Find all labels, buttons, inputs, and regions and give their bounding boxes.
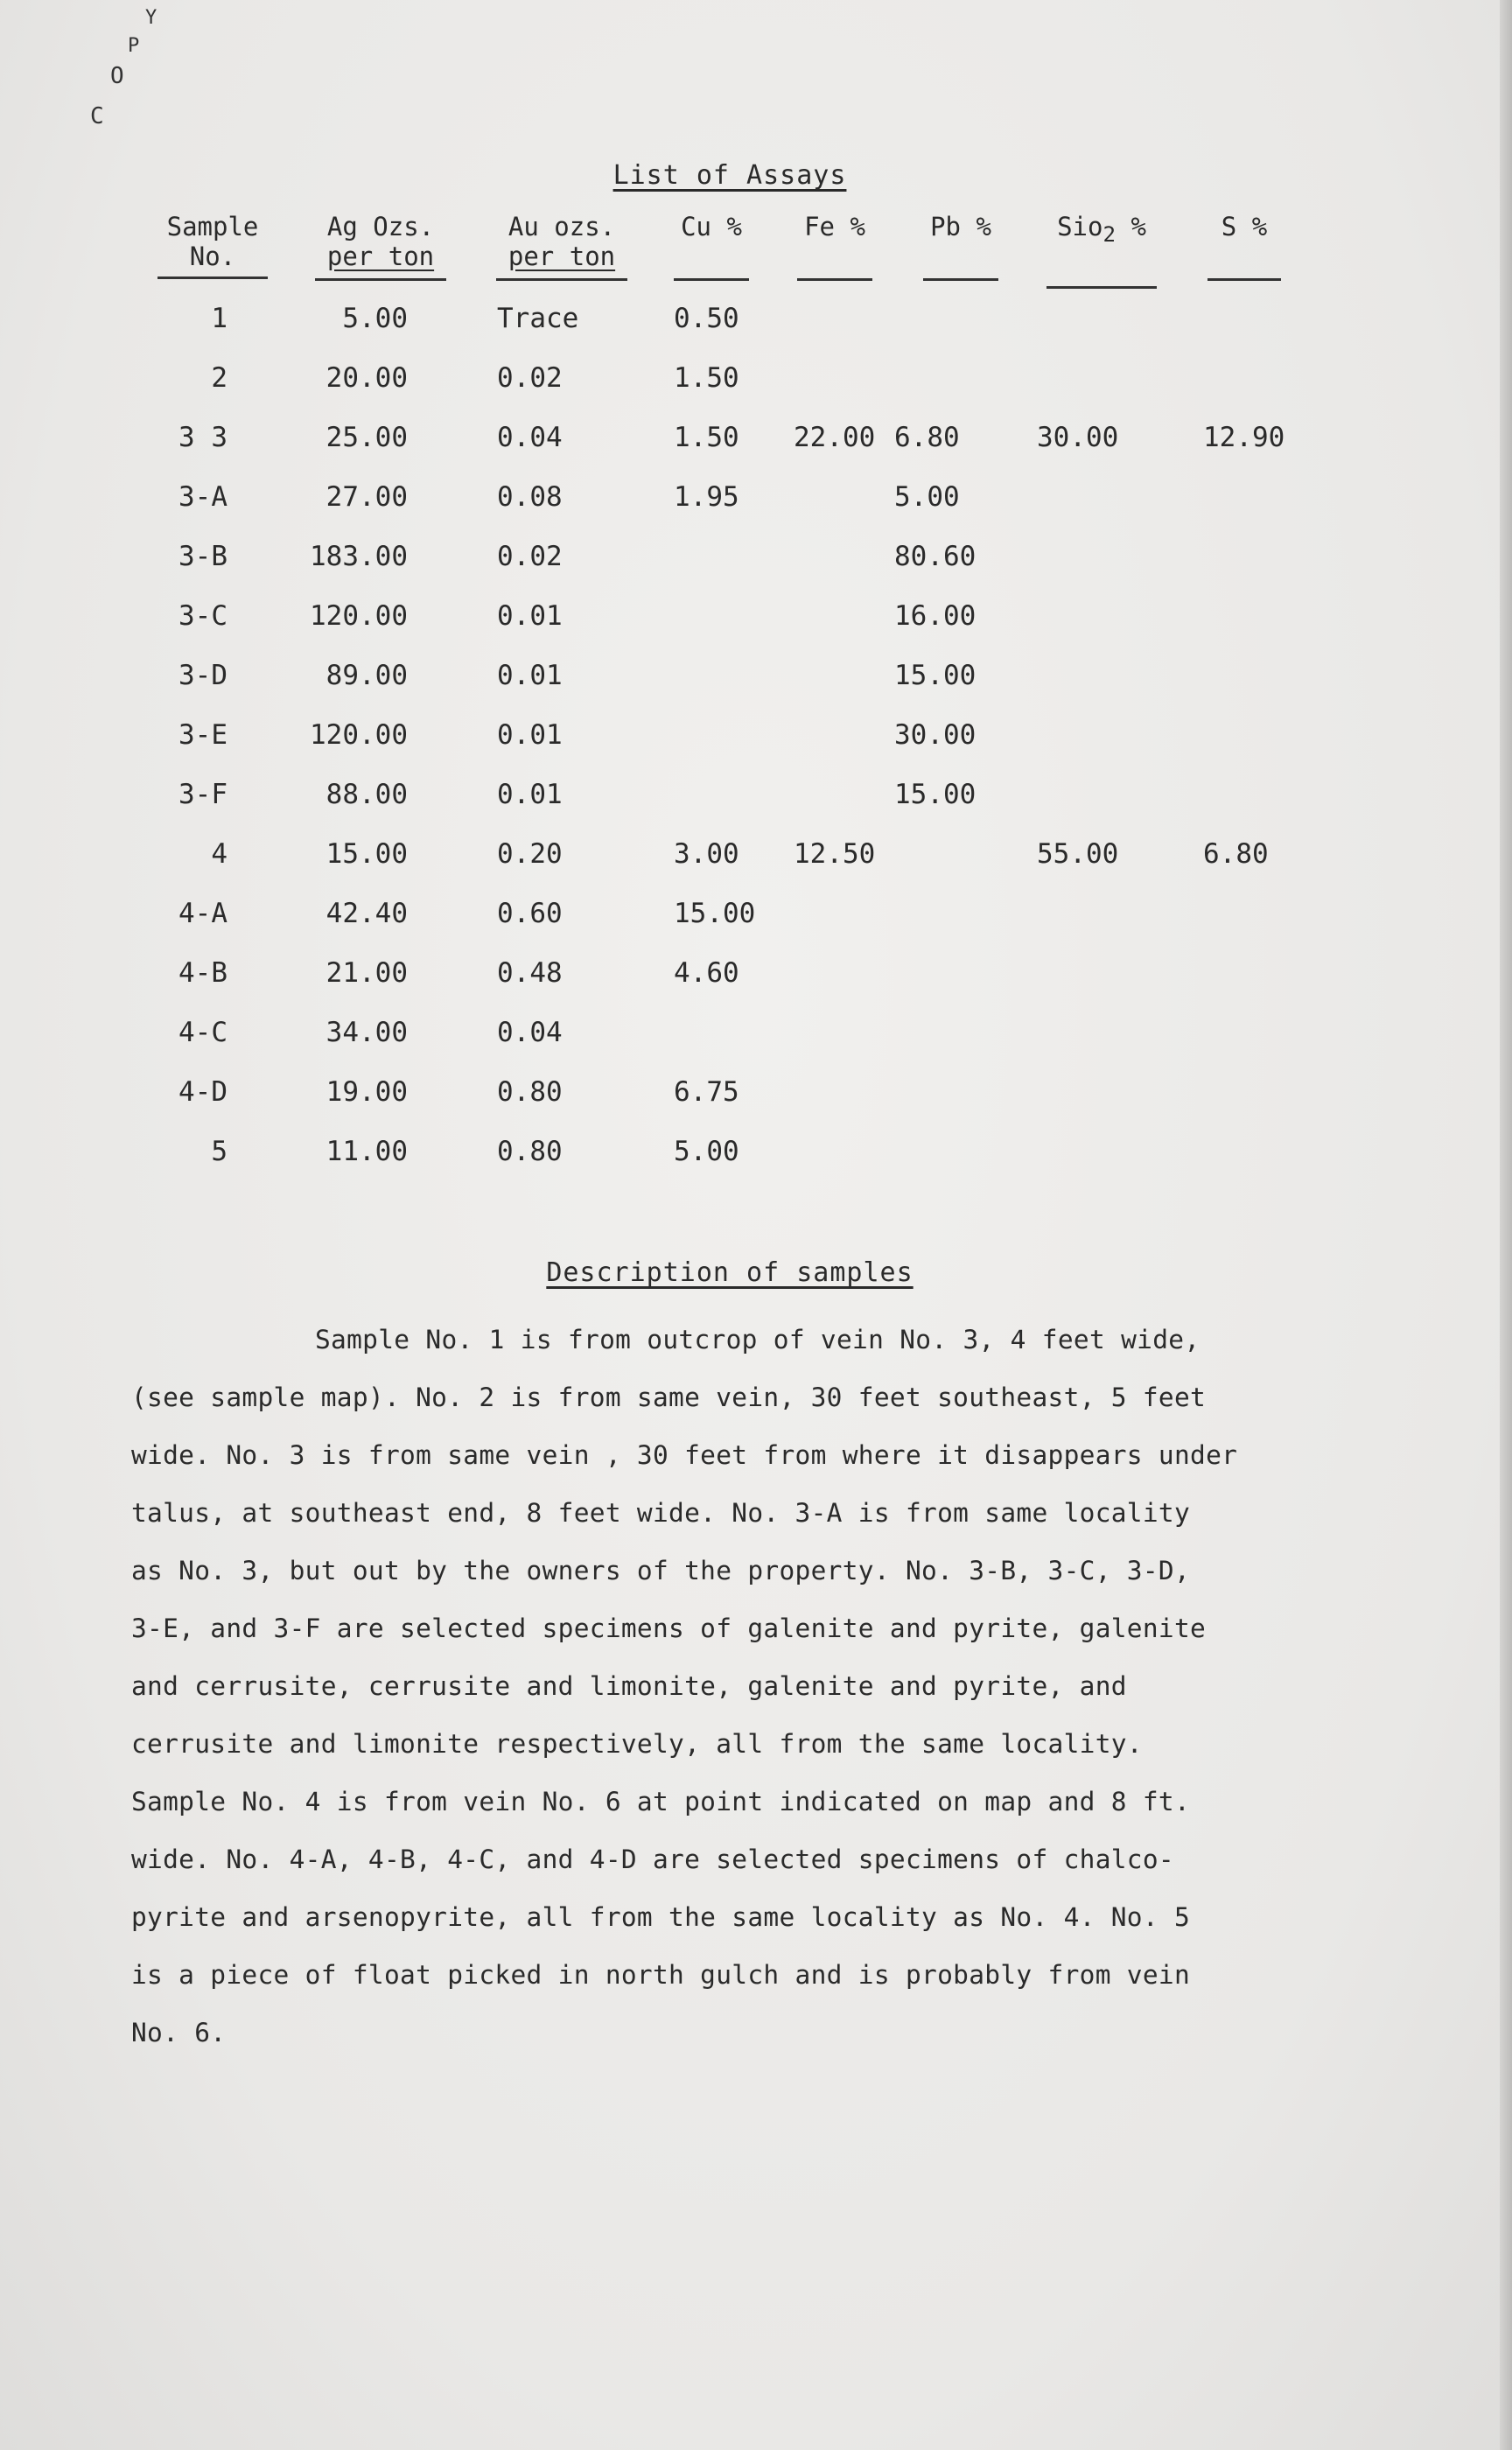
cell-sample: 4-C [178, 1017, 228, 1048]
copy-stamp-letter-o: O [110, 63, 124, 89]
cell-au: 0.08 [497, 481, 563, 513]
cell-sample: 5 [211, 1136, 228, 1167]
cell-sample: 3-E [178, 719, 228, 751]
cell-au: 0.01 [497, 719, 563, 751]
column-header-line2: per ton [508, 242, 616, 271]
description-line: cerrusite and limonite respectively, all from the same locality. [131, 1729, 1143, 1759]
cell-au: 0.04 [497, 1017, 563, 1048]
cell-sample: 1 [211, 303, 228, 334]
cell-cu: 15.00 [674, 898, 756, 929]
column-header-line1: Sio$_2$ % [1057, 212, 1146, 247]
cell-cu: 1.95 [674, 481, 739, 513]
cell-pb: 15.00 [894, 779, 976, 810]
cell-sample: 3-B [178, 541, 228, 572]
cell-au: 0.60 [497, 898, 563, 929]
column-header-sio2 [1046, 212, 1157, 289]
cell-fe: 22.00 [794, 422, 876, 453]
page-edge-shadow [1500, 0, 1512, 2450]
description-body [131, 1311, 1400, 2062]
cell-au: 0.02 [497, 541, 563, 572]
description-line: is a piece of float picked in north gulch and is probably from vein [131, 1960, 1191, 1990]
assays-title: List of Assays [612, 160, 847, 191]
cell-cu: 6.75 [674, 1076, 739, 1108]
description-line: pyrite and arsenopyrite, all from the same locality as No. 4. No. 5 [131, 1902, 1191, 1932]
copy-stamp-letter-c: C [90, 103, 104, 130]
cell-ag: 183.00 [310, 541, 408, 572]
column-header-pb [923, 212, 998, 281]
copy-stamp-letter-p: P [128, 35, 140, 57]
cell-sample: 3-D [178, 660, 228, 691]
description-line: (see sample map). No. 2 is from same vein, 30 feet southeast, 5 feet [131, 1382, 1207, 1412]
cell-au: 0.01 [497, 600, 563, 632]
column-header-line1: Pb % [930, 212, 991, 242]
column-header-s [1208, 212, 1281, 281]
column-header-line1: Sample [166, 212, 259, 242]
description-title: Description of samples [546, 1257, 914, 1288]
description-line: 3-E, and 3-F are selected specimens of galenite and pyrite, galenite [131, 1614, 1207, 1643]
cell-au: Trace [497, 303, 579, 334]
cell-sample: 3-A [178, 481, 228, 513]
column-header-rule [158, 276, 268, 279]
column-header-line2: per ton [326, 242, 435, 271]
cell-cu: 3.00 [674, 838, 739, 870]
cell-cu: 1.50 [674, 362, 739, 394]
cell-sample: 4-B [178, 957, 228, 989]
cell-ag: 42.40 [326, 898, 408, 929]
cell-s: 12.90 [1203, 422, 1285, 453]
description-line: and cerrusite, cerrusite and limonite, galenite and pyrite, and [131, 1671, 1127, 1701]
cell-ag: 20.00 [326, 362, 408, 394]
cell-sample: 4-A [178, 898, 228, 929]
description-line: wide. No. 3 is from same vein , 30 feet from where it disappears under [131, 1440, 1238, 1470]
cell-pb: 16.00 [894, 600, 976, 632]
cell-sample: 2 [211, 362, 228, 394]
column-header-line1: Fe % [804, 212, 865, 242]
cell-cu: 1.50 [674, 422, 739, 453]
column-header-au [496, 212, 627, 281]
cell-fe: 12.50 [794, 838, 876, 870]
cell-sample: 3-C [178, 600, 228, 632]
column-header-ag [315, 212, 446, 281]
cell-au: 0.80 [497, 1136, 563, 1167]
cell-sample: 4-D [178, 1076, 228, 1108]
cell-ag: 27.00 [326, 481, 408, 513]
cell-au: 0.01 [497, 779, 563, 810]
cell-sio2: 30.00 [1037, 422, 1119, 453]
column-header-line2: No. [189, 242, 236, 271]
column-header-rule [674, 278, 749, 281]
column-header-rule [1046, 286, 1157, 289]
description-line: No. 6. [131, 2018, 227, 2048]
cell-sample: 3 3 [178, 422, 228, 453]
cell-ag: 120.00 [310, 719, 408, 751]
cell-sample: 4 [211, 838, 228, 870]
cell-au: 0.48 [497, 957, 563, 989]
cell-cu: 5.00 [674, 1136, 739, 1167]
cell-pb: 30.00 [894, 719, 976, 751]
column-header-rule [315, 278, 446, 281]
cell-sample: 3-F [178, 779, 228, 810]
cell-pb: 15.00 [894, 660, 976, 691]
cell-au: 0.80 [497, 1076, 563, 1108]
cell-ag: 34.00 [326, 1017, 408, 1048]
cell-ag: 88.00 [326, 779, 408, 810]
cell-ag: 21.00 [326, 957, 408, 989]
cell-pb: 5.00 [894, 481, 960, 513]
cell-au: 0.04 [497, 422, 563, 453]
column-header-line1: Cu % [681, 212, 742, 242]
cell-ag: 89.00 [326, 660, 408, 691]
cell-au: 0.01 [497, 660, 563, 691]
cell-ag: 25.00 [326, 422, 408, 453]
cell-ag: 19.00 [326, 1076, 408, 1108]
column-header-rule [923, 278, 998, 281]
column-header-line1: S % [1221, 212, 1268, 242]
cell-ag: 11.00 [326, 1136, 408, 1167]
column-header-rule [797, 278, 872, 281]
column-header-cu [674, 212, 749, 281]
cell-pb: 80.60 [894, 541, 976, 572]
description-line: Sample No. 4 is from vein No. 6 at point indicated on map and 8 ft. [131, 1787, 1191, 1816]
cell-s: 6.80 [1203, 838, 1269, 870]
column-header-fe [797, 212, 872, 281]
cell-au: 0.20 [497, 838, 563, 870]
column-header-line1: Ag Ozs. [326, 212, 435, 242]
cell-cu: 0.50 [674, 303, 739, 334]
cell-sio2: 55.00 [1037, 838, 1119, 870]
cell-pb: 6.80 [894, 422, 960, 453]
column-header-rule [1208, 278, 1281, 281]
cell-ag: 120.00 [310, 600, 408, 632]
description-line: talus, at southeast end, 8 feet wide. No. 3-A is from same locality [131, 1498, 1191, 1528]
column-header-line1: Au ozs. [508, 212, 616, 242]
cell-ag: 15.00 [326, 838, 408, 870]
description-line: Sample No. 1 is from outcrop of vein No. 3, 4 feet wide, [315, 1325, 1200, 1354]
cell-cu: 4.60 [674, 957, 739, 989]
cell-au: 0.02 [497, 362, 563, 394]
description-line: wide. No. 4-A, 4-B, 4-C, and 4-D are selected specimens of chalco- [131, 1844, 1174, 1874]
copy-stamp-letter-y: Y [145, 7, 158, 29]
cell-ag: 5.00 [342, 303, 408, 334]
column-header-sample [158, 212, 268, 279]
description-line: as No. 3, but out by the owners of the property. No. 3-B, 3-C, 3-D, [131, 1556, 1191, 1586]
column-header-rule [496, 278, 627, 281]
